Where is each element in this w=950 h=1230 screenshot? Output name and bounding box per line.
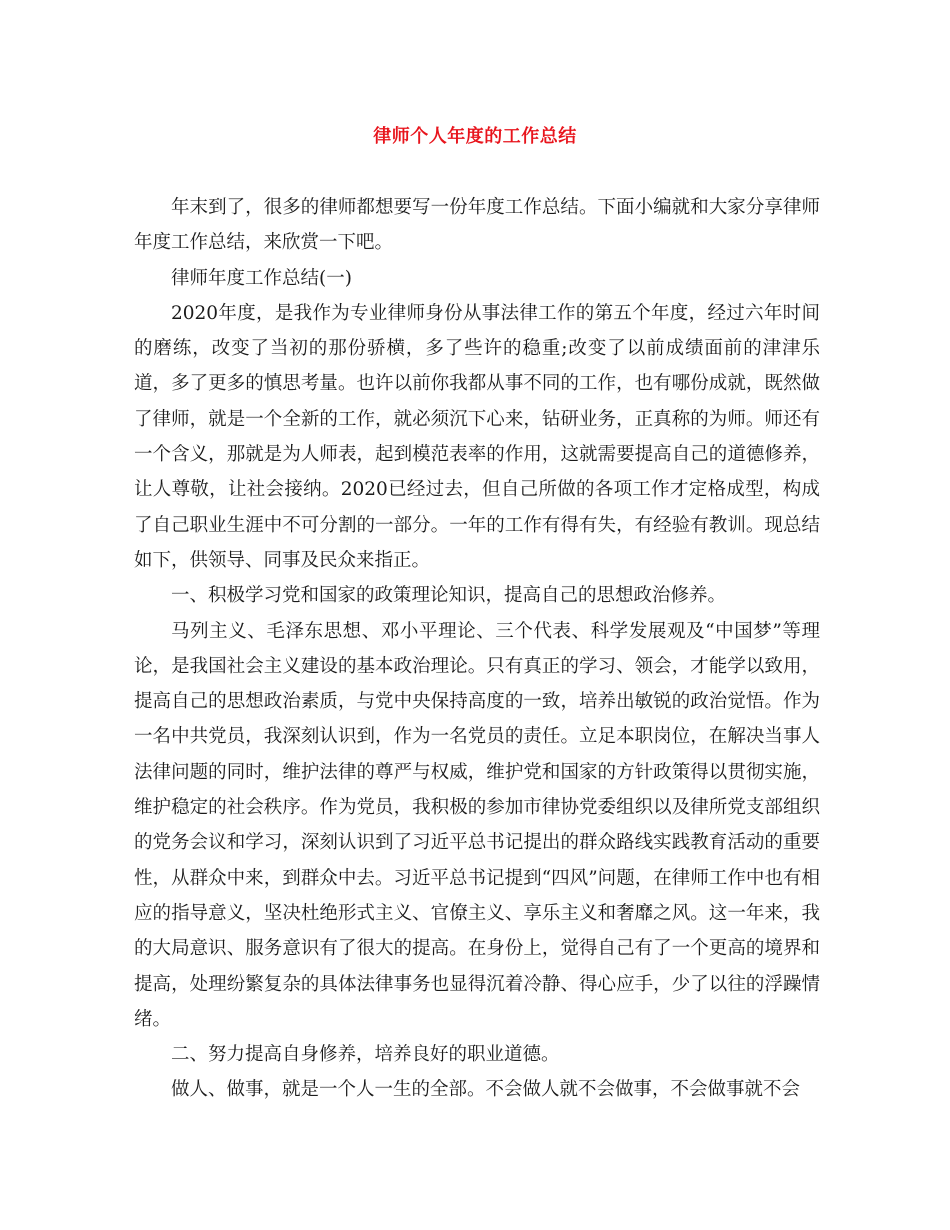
paragraph-political-study: 马列主义、毛泽东思想、邓小平理论、三个代表、科学发展观及“中国梦”等理论，是我国社会主义建设的基本政治理论。只有真正的学习、领会，才能学以致用，提高自己的思想政治素质，与党中央保持高度的一致，培养出敏锐的政治觉悟。作为一名中共党员，我深刻认识到，作为一名党员的责任。立足本职岗位，在解决当事人法律问题的同时，维护法律的尊严与权威，维护党和国家的方针政策得以贯彻实施，维护稳定的社会秩序。作为党员，我积极的参加市律协党委组织以及律所党支部组织的党务会议和学习，深刻认识到了习近平总书记提出的群众路线实践教育活动的重要性，从群众中来，到群众中去。习近平总书记提到“四风”问题，在律师工作中也有相应的指导意义，坚决杜绝形式主义、官僚主义、享乐主义和奢靡之风。这一年来，我的大局意识、服务意识有了很大的提高。在身份上，觉得自己有了一个更高的境界和提高，处理纷繁复杂的具体法律事务也显得沉着冷静、得心应手，少了以往的浮躁情绪。 <box>134 620 820 1030</box>
paragraph-section-heading: 律师年度工作总结(一) <box>171 267 352 289</box>
paragraph-heading-one: 一、积极学习党和国家的政策理论知识，提高自己的思想政治修养。 <box>171 585 727 607</box>
paragraph-self-cultivation: 做人、做事，就是一个人一生的全部。不会做人就不会做事，不会做事就不会 <box>171 1079 801 1101</box>
paragraph-overview: 2020年度，是我作为专业律师身份从事法律工作的第五个年度，经过六年时间的磨练，改变了当初的那份骄横，多了些许的稳重;改变了以前成绩面前的津津乐道，多了更多的慎思考量。也许以前你我都从事不同的工作，也有哪份成就，既然做了律师，就是一个全新的工作，就必须沉下心来，钻研业务，正真称的为师。师还有一个含义，那就是为人师表，起到模范表率的作用，这就需要提高自己的道德修养，让人尊敬，让社会接纳。2020已经过去，但自己所做的各项工作才定格成型，构成了自己职业生涯中不可分割的一部分。一年的工作有得有失，有经验有教训。现总结如下，供领导、同事及民众来指正。 <box>134 302 820 571</box>
document-title: 律师个人年度的工作总结 <box>373 126 577 147</box>
paragraph-intro: 年末到了，很多的律师都想要写一份年度工作总结。下面小编就和大家分享律师年度工作总结，来欣赏一下吧。 <box>134 197 820 254</box>
document-body <box>134 190 820 1108</box>
paragraph-heading-two: 二、努力提高自身修养，培养良好的职业道德。 <box>171 1044 560 1066</box>
